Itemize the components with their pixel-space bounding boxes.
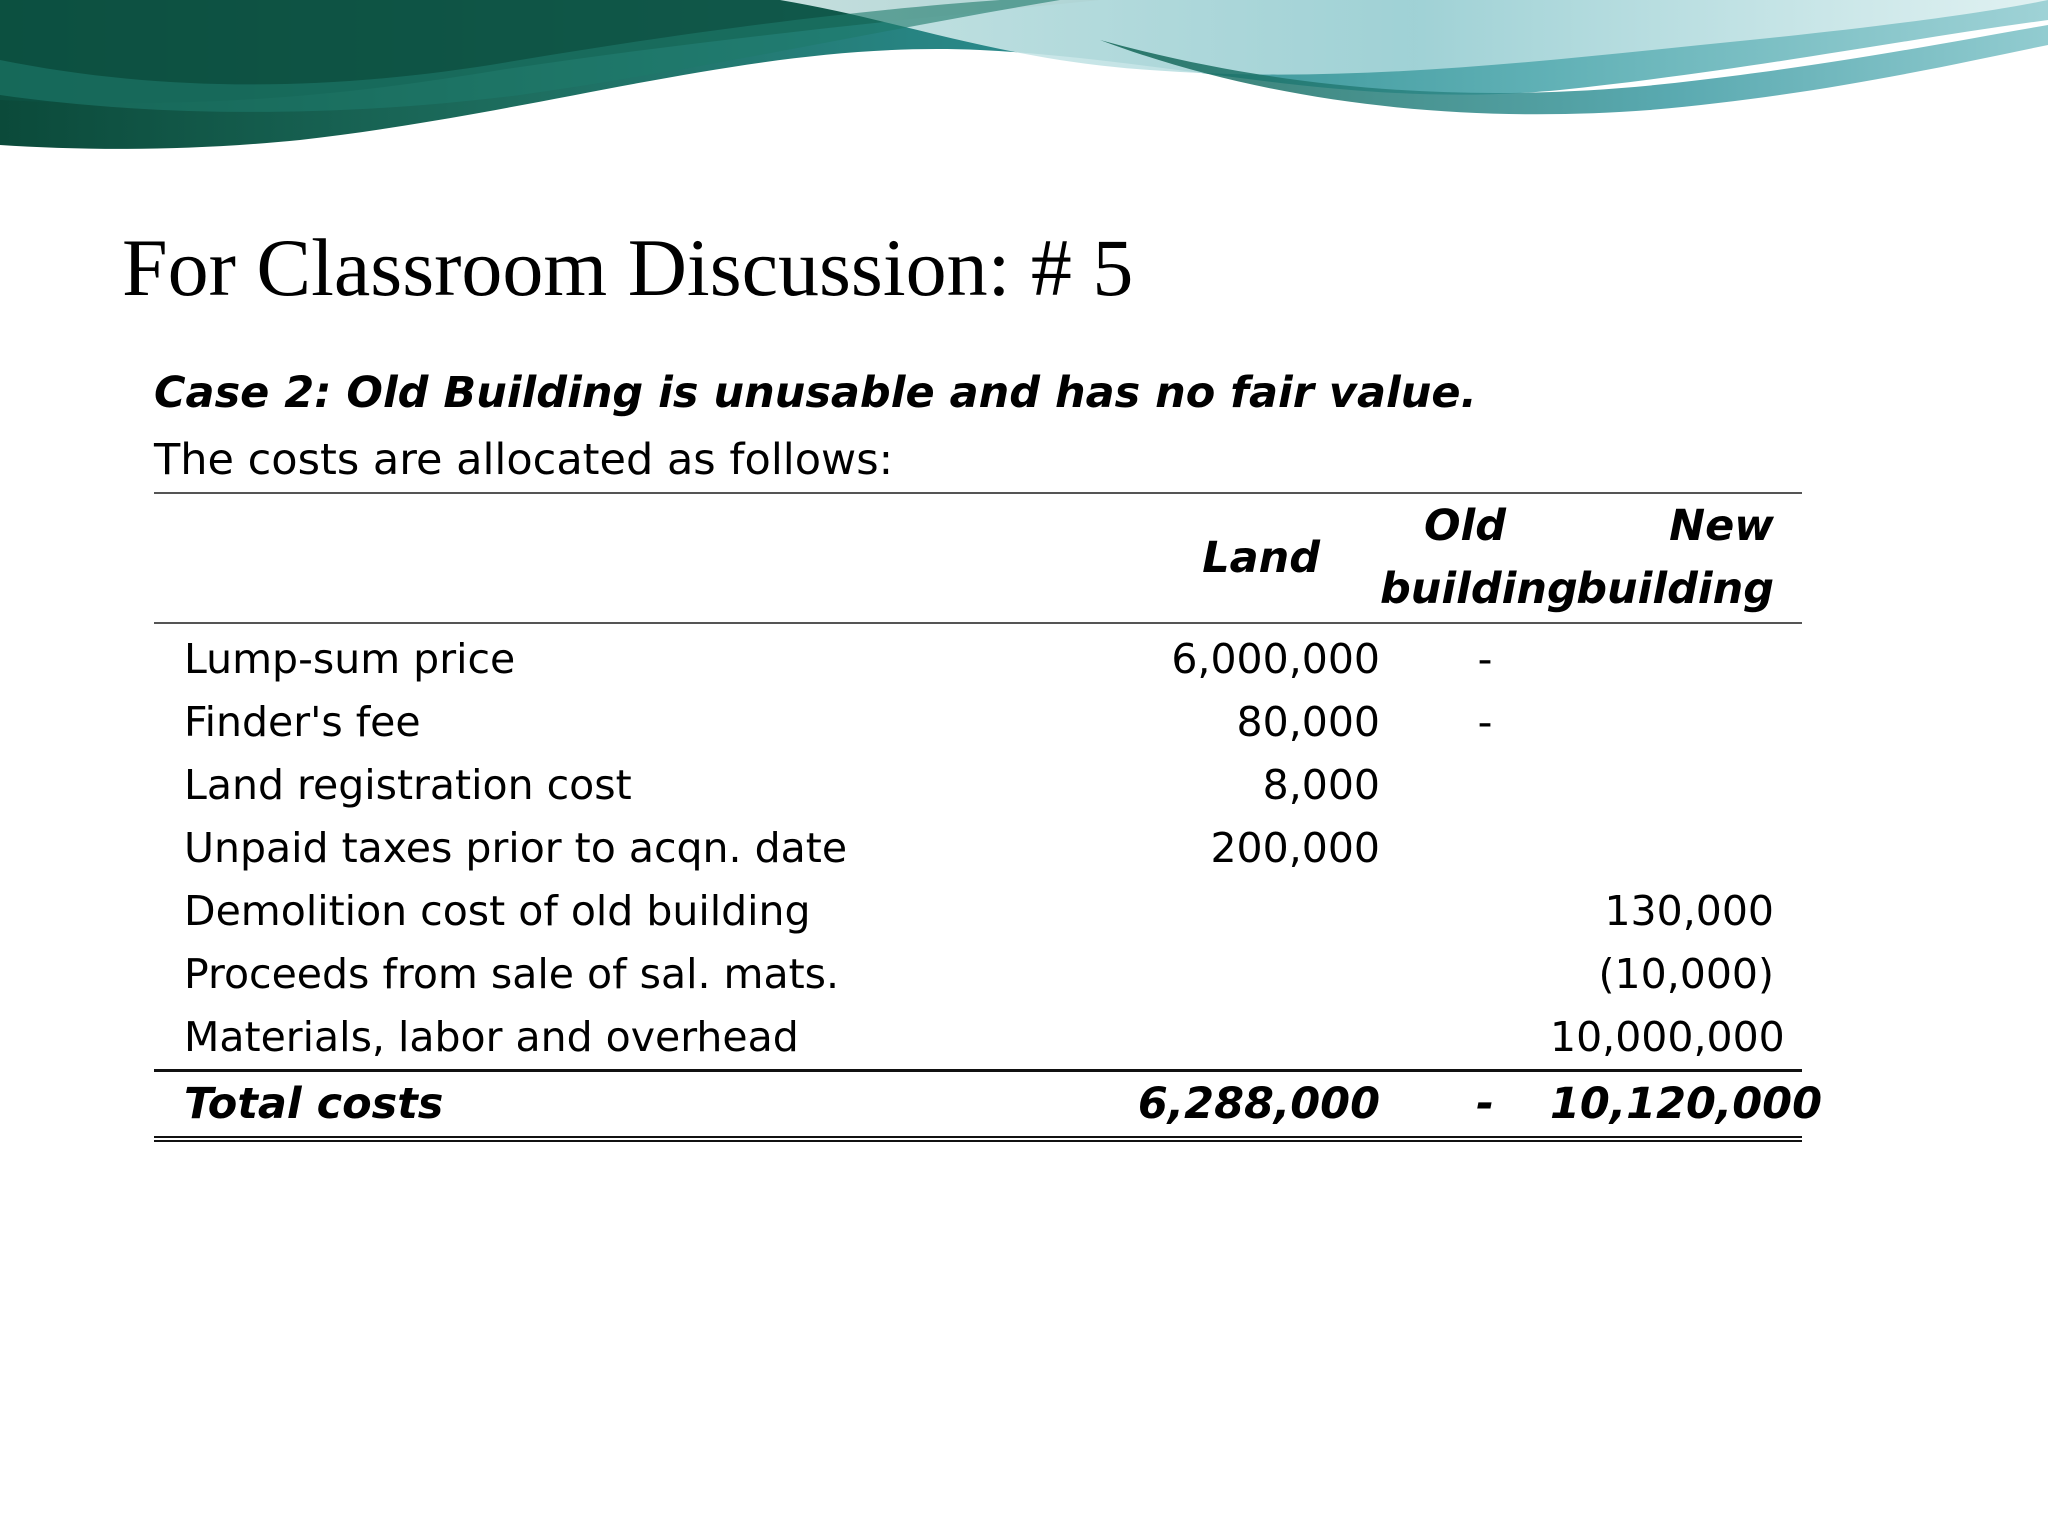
header-blank — [154, 493, 962, 623]
slide-title: For Classroom Discussion: # 5 — [122, 222, 1134, 313]
table-row — [154, 1006, 1802, 1071]
old-building-value — [1380, 754, 1550, 817]
row-label: Proceeds from sale of sal. mats. — [184, 950, 840, 998]
new-building-value — [1550, 817, 1802, 880]
intro-text: The costs are allocated as follows: — [154, 435, 894, 485]
land-value — [962, 1006, 1380, 1071]
total-new-building: 10,120,000 — [1550, 1079, 1823, 1129]
old-building-value — [1380, 880, 1550, 943]
row-label: Finder's fee — [184, 698, 421, 746]
new-building-value: (10,000) — [1598, 950, 1774, 998]
old-building-value — [1380, 943, 1550, 1006]
header-new-building — [1550, 493, 1802, 623]
new-building-value: 10,000,000 — [1550, 1013, 1785, 1061]
table-row — [154, 691, 1802, 754]
new-building-value: 130,000 — [1604, 887, 1774, 935]
header-old-line1: Old — [1423, 501, 1507, 551]
cost-allocation-table — [154, 492, 1823, 1142]
header-old-building — [1380, 493, 1578, 623]
land-value: 8,000 — [1262, 761, 1380, 809]
table-row — [154, 817, 1802, 880]
total-old-building: - — [1476, 1079, 1494, 1129]
table-header-row — [154, 493, 1802, 623]
land-value: 6,000,000 — [1171, 635, 1380, 683]
row-label: Land registration cost — [184, 761, 632, 809]
row-label: Demolition cost of old building — [184, 887, 811, 935]
land-value: 200,000 — [1210, 824, 1380, 872]
header-wave-banner — [0, 0, 2048, 160]
new-building-value — [1550, 623, 1802, 691]
row-label: Lump-sum price — [184, 635, 516, 683]
table-row — [154, 943, 1802, 1006]
case-heading: Case 2: Old Building is unusable and has no fair value. — [154, 368, 1477, 418]
total-label: Total costs — [184, 1079, 444, 1129]
header-new-line1: New — [1669, 501, 1774, 551]
header-old-line2: building — [1380, 564, 1578, 614]
new-building-value — [1550, 691, 1802, 754]
land-value — [962, 943, 1380, 1006]
header-new-line2: building — [1576, 564, 1774, 614]
table-row — [154, 880, 1802, 943]
old-building-value: - — [1477, 635, 1493, 683]
total-row — [154, 1071, 1802, 1140]
old-building-value: - — [1477, 698, 1493, 746]
total-land: 6,288,000 — [1137, 1079, 1380, 1129]
table-row — [154, 754, 1802, 817]
header-land: Land — [1202, 532, 1320, 583]
row-label: Unpaid taxes prior to acqn. date — [184, 824, 848, 872]
land-value — [962, 880, 1380, 943]
old-building-value — [1380, 817, 1550, 880]
land-value: 80,000 — [1236, 698, 1380, 746]
row-label: Materials, labor and overhead — [184, 1013, 799, 1061]
new-building-value — [1550, 754, 1802, 817]
old-building-value — [1380, 1006, 1550, 1071]
table-row — [154, 623, 1802, 691]
